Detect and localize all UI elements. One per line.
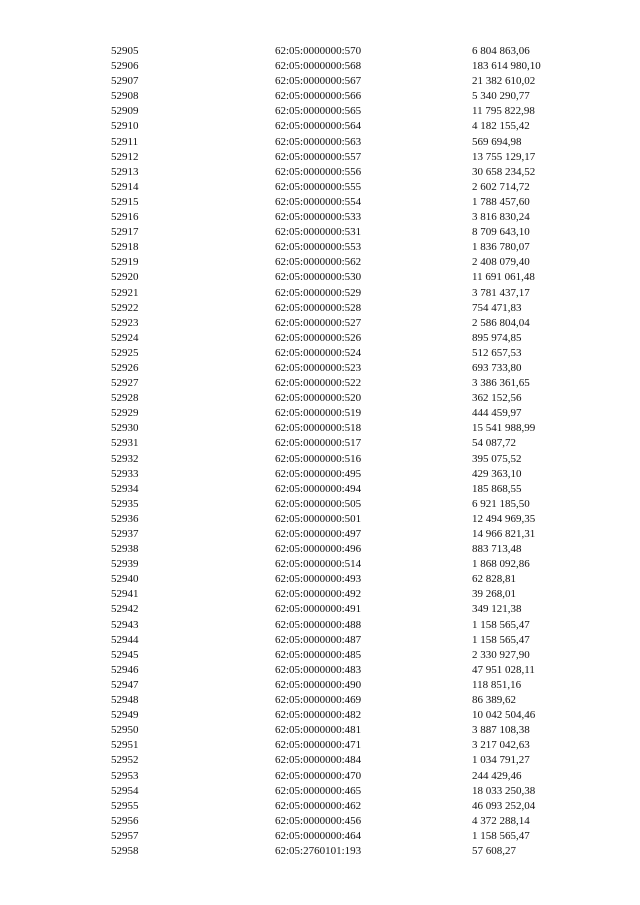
table-row [0, 44, 640, 59]
table-row [0, 799, 640, 814]
table-row [0, 89, 640, 104]
row-number: 52907 [111, 75, 139, 88]
cadastral-number: 62:05:0000000:501 [275, 512, 362, 525]
cadastral-value: 5 340 290,77 [472, 90, 530, 103]
cadastral-number: 62:05:0000000:484 [275, 754, 362, 767]
cadastral-value: 4 372 288,14 [472, 814, 530, 827]
table-row [0, 316, 640, 331]
cadastral-number: 62:05:0000000:481 [275, 724, 362, 737]
row-number: 52928 [111, 392, 139, 405]
table-row [0, 406, 640, 421]
cadastral-number: 62:05:2760101:193 [275, 844, 362, 857]
row-number: 52940 [111, 573, 139, 586]
cadastral-value: 46 093 252,04 [472, 799, 536, 812]
row-number: 52914 [111, 180, 139, 193]
table-row [0, 482, 640, 497]
table-row [0, 527, 640, 542]
row-number: 52938 [111, 543, 139, 556]
cadastral-value: 12 494 969,35 [472, 512, 536, 525]
row-number: 52905 [111, 45, 139, 57]
cadastral-value: 693 733,80 [472, 361, 522, 374]
cadastral-value: 18 033 250,38 [472, 784, 536, 797]
row-number: 52909 [111, 105, 139, 118]
cadastral-value: 10 042 504,46 [472, 709, 536, 722]
row-number: 52922 [111, 301, 139, 314]
cadastral-value: 13 755 129,17 [472, 150, 536, 163]
cadastral-value: 185 868,55 [472, 482, 522, 495]
cadastral-number: 62:05:0000000:554 [275, 195, 362, 208]
cadastral-number: 62:05:0000000:492 [275, 588, 362, 601]
row-number: 52937 [111, 528, 139, 540]
cadastral-number: 62:05:0000000:566 [275, 90, 362, 103]
cadastral-number: 62:05:0000000:529 [275, 286, 362, 299]
cadastral-number: 62:05:0000000:495 [275, 467, 362, 480]
row-number: 52931 [111, 437, 139, 450]
cadastral-number: 62:05:0000000:464 [275, 829, 362, 842]
cadastral-number: 62:05:0000000:516 [275, 452, 362, 465]
cadastral-value: 362 152,56 [472, 392, 522, 405]
cadastral-value: 2 408 079,40 [472, 256, 530, 269]
cadastral-number: 62:05:0000000:456 [275, 814, 362, 827]
cadastral-value: 2 602 714,72 [472, 180, 530, 193]
table-row [0, 210, 640, 225]
table-row [0, 467, 640, 482]
cadastral-value: 8 709 643,10 [472, 226, 530, 239]
cadastral-value: 1 868 092,86 [472, 558, 530, 571]
row-number: 52923 [111, 316, 139, 329]
cadastral-value: 11 691 061,48 [472, 271, 535, 284]
row-number: 52939 [111, 558, 139, 571]
table-row [0, 708, 640, 723]
cadastral-value: 118 851,16 [472, 678, 522, 691]
table-row [0, 452, 640, 467]
row-number: 52920 [111, 271, 139, 284]
table-row [0, 391, 640, 406]
cadastral-number: 62:05:0000000:523 [275, 361, 362, 374]
table-row [0, 587, 640, 602]
cadastral-value: 429 363,10 [472, 467, 522, 480]
row-number: 52935 [111, 497, 139, 510]
cadastral-number: 62:05:0000000:564 [275, 120, 362, 133]
table-row [0, 572, 640, 587]
cadastral-value: 1 158 565,47 [472, 633, 530, 646]
cadastral-value: 39 268,01 [472, 588, 516, 601]
cadastral-value: 395 075,52 [472, 452, 522, 465]
cadastral-number: 62:05:0000000:517 [275, 437, 362, 450]
cadastral-value: 3 781 437,17 [472, 286, 530, 299]
cadastral-value: 6 804 863,06 [472, 45, 530, 57]
row-number: 52930 [111, 422, 139, 435]
table-row [0, 844, 640, 859]
table-row [0, 693, 640, 708]
cadastral-value: 30 658 234,52 [472, 165, 536, 178]
row-number: 52945 [111, 648, 139, 661]
table-row [0, 135, 640, 150]
table-row [0, 769, 640, 784]
table-row [0, 557, 640, 572]
table-row [0, 814, 640, 829]
cadastral-number: 62:05:0000000:485 [275, 648, 362, 661]
cadastral-number: 62:05:0000000:471 [275, 739, 362, 752]
cadastral-number: 62:05:0000000:505 [275, 497, 362, 510]
cadastral-number: 62:05:0000000:462 [275, 799, 362, 812]
row-number: 52926 [111, 361, 139, 374]
cadastral-number: 62:05:0000000:490 [275, 678, 362, 691]
row-number: 52910 [111, 120, 139, 133]
table-row [0, 753, 640, 768]
cadastral-value: 14 966 821,31 [472, 528, 536, 540]
row-number: 52951 [111, 739, 139, 752]
table-row [0, 301, 640, 316]
cadastral-number: 62:05:0000000:494 [275, 482, 362, 495]
row-number: 52918 [111, 241, 139, 254]
table-row [0, 421, 640, 436]
row-number: 52936 [111, 512, 139, 525]
cadastral-value: 2 586 804,04 [472, 316, 530, 329]
cadastral-value: 21 382 610,02 [472, 75, 536, 88]
table-row [0, 648, 640, 663]
table-row [0, 618, 640, 633]
table-row [0, 331, 640, 346]
table-row [0, 829, 640, 844]
table-row [0, 59, 640, 74]
cadastral-number: 62:05:0000000:519 [275, 407, 362, 420]
cadastral-value: 15 541 988,99 [472, 422, 536, 435]
row-number: 52954 [111, 784, 139, 797]
cadastral-number: 62:05:0000000:465 [275, 784, 362, 797]
cadastral-number: 62:05:0000000:491 [275, 603, 362, 616]
row-number: 52924 [111, 331, 139, 344]
table-row [0, 165, 640, 180]
cadastral-value: 1 158 565,47 [472, 618, 530, 631]
cadastral-number: 62:05:0000000:520 [275, 392, 362, 405]
table-row [0, 286, 640, 301]
row-number: 52958 [111, 844, 139, 857]
cadastral-number: 62:05:0000000:563 [275, 135, 362, 148]
row-number: 52932 [111, 452, 139, 465]
cadastral-number: 62:05:0000000:553 [275, 241, 362, 254]
cadastral-value: 883 713,48 [472, 543, 522, 556]
cadastral-number: 62:05:0000000:527 [275, 316, 362, 329]
row-number: 52955 [111, 799, 139, 812]
table-row [0, 512, 640, 527]
cadastral-value: 569 694,98 [472, 135, 522, 148]
table-row [0, 663, 640, 678]
table-row [0, 361, 640, 376]
cadastral-number: 62:05:0000000:568 [275, 60, 362, 73]
cadastral-value: 3 887 108,38 [472, 724, 530, 737]
row-number: 52946 [111, 663, 139, 676]
row-number: 52911 [111, 135, 139, 148]
row-number: 52947 [111, 678, 139, 691]
cadastral-number: 62:05:0000000:496 [275, 543, 362, 556]
cadastral-number: 62:05:0000000:482 [275, 709, 362, 722]
row-number: 52912 [111, 150, 139, 163]
cadastral-value: 244 429,46 [472, 769, 522, 782]
cadastral-number: 62:05:0000000:497 [275, 528, 362, 540]
row-number: 52957 [111, 829, 139, 842]
row-number: 52919 [111, 256, 139, 269]
row-number: 52952 [111, 754, 139, 767]
table-row [0, 723, 640, 738]
table-row [0, 74, 640, 89]
table-row [0, 602, 640, 617]
cadastral-value: 349 121,38 [472, 603, 522, 616]
cadastral-value: 3 816 830,24 [472, 211, 530, 224]
cadastral-value: 54 087,72 [472, 437, 516, 450]
cadastral-value: 1 158 565,47 [472, 829, 530, 842]
row-number: 52943 [111, 618, 139, 631]
cadastral-value-table [0, 44, 640, 859]
cadastral-value: 512 657,53 [472, 346, 522, 359]
row-number: 52925 [111, 346, 139, 359]
cadastral-number: 62:05:0000000:555 [275, 180, 362, 193]
cadastral-value: 895 974,85 [472, 331, 522, 344]
row-number: 52929 [111, 407, 139, 420]
cadastral-number: 62:05:0000000:469 [275, 694, 362, 707]
cadastral-value: 62 828,81 [472, 573, 516, 586]
row-number: 52917 [111, 226, 139, 239]
cadastral-number: 62:05:0000000:567 [275, 75, 362, 88]
row-number: 52933 [111, 467, 139, 480]
cadastral-value: 86 389,62 [472, 694, 516, 707]
row-number: 52921 [111, 286, 139, 299]
table-row [0, 119, 640, 134]
cadastral-value: 6 921 185,50 [472, 497, 530, 510]
row-number: 52941 [111, 588, 139, 601]
cadastral-value: 1 788 457,60 [472, 195, 530, 208]
table-row [0, 225, 640, 240]
cadastral-number: 62:05:0000000:522 [275, 377, 362, 390]
cadastral-value: 4 182 155,42 [472, 120, 530, 133]
cadastral-number: 62:05:0000000:483 [275, 663, 362, 676]
row-number: 52908 [111, 90, 139, 103]
table-row [0, 195, 640, 210]
row-number: 52916 [111, 211, 139, 224]
row-number: 52944 [111, 633, 139, 646]
cadastral-number: 62:05:0000000:528 [275, 301, 362, 314]
table-row [0, 104, 640, 119]
cadastral-number: 62:05:0000000:570 [275, 45, 362, 57]
cadastral-value: 754 471,83 [472, 301, 522, 314]
table-row [0, 436, 640, 451]
row-number: 52906 [111, 60, 139, 73]
table-row [0, 542, 640, 557]
table-row [0, 784, 640, 799]
cadastral-value: 3 217 042,63 [472, 739, 530, 752]
table-row [0, 346, 640, 361]
cadastral-value: 47 951 028,11 [472, 663, 535, 676]
cadastral-number: 62:05:0000000:493 [275, 573, 362, 586]
table-row [0, 240, 640, 255]
row-number: 52927 [111, 377, 139, 390]
cadastral-number: 62:05:0000000:531 [275, 226, 362, 239]
cadastral-number: 62:05:0000000:565 [275, 105, 362, 118]
cadastral-value: 444 459,97 [472, 407, 522, 420]
row-number: 52948 [111, 694, 139, 707]
cadastral-number: 62:05:0000000:524 [275, 346, 362, 359]
cadastral-number: 62:05:0000000:556 [275, 165, 362, 178]
table-row [0, 678, 640, 693]
row-number: 52913 [111, 165, 139, 178]
table-row [0, 497, 640, 512]
cadastral-value: 11 795 822,98 [472, 105, 535, 118]
cadastral-value: 183 614 980,10 [472, 60, 541, 73]
cadastral-number: 62:05:0000000:526 [275, 331, 362, 344]
cadastral-number: 62:05:0000000:488 [275, 618, 362, 631]
table-row [0, 150, 640, 165]
cadastral-number: 62:05:0000000:514 [275, 558, 362, 571]
row-number: 52934 [111, 482, 139, 495]
cadastral-value: 1 034 791,27 [472, 754, 530, 767]
row-number: 52915 [111, 195, 139, 208]
cadastral-value: 57 608,27 [472, 844, 516, 857]
row-number: 52942 [111, 603, 139, 616]
cadastral-number: 62:05:0000000:518 [275, 422, 362, 435]
row-number: 52949 [111, 709, 139, 722]
cadastral-number: 62:05:0000000:530 [275, 271, 362, 284]
table-row [0, 180, 640, 195]
table-row [0, 738, 640, 753]
row-number: 52956 [111, 814, 139, 827]
cadastral-value: 2 330 927,90 [472, 648, 530, 661]
table-row [0, 255, 640, 270]
row-number: 52950 [111, 724, 139, 737]
cadastral-number: 62:05:0000000:533 [275, 211, 362, 224]
row-number: 52953 [111, 769, 139, 782]
table-row [0, 270, 640, 285]
cadastral-number: 62:05:0000000:562 [275, 256, 362, 269]
cadastral-number: 62:05:0000000:470 [275, 769, 362, 782]
table-row [0, 376, 640, 391]
cadastral-value: 3 386 361,65 [472, 377, 530, 390]
cadastral-number: 62:05:0000000:557 [275, 150, 362, 163]
cadastral-number: 62:05:0000000:487 [275, 633, 362, 646]
cadastral-value: 1 836 780,07 [472, 241, 530, 254]
table-row [0, 633, 640, 648]
